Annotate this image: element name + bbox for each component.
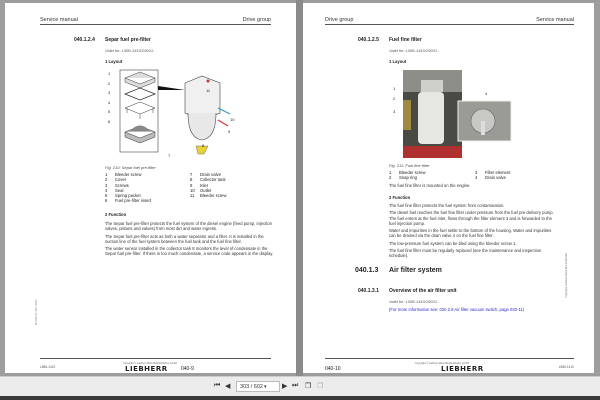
liebherr-logo: LIEBHERR: [441, 365, 484, 373]
legend-col1: [389, 170, 426, 181]
callouts-left: [108, 69, 110, 126]
legend-num: 4: [475, 175, 478, 181]
callout: 5: [108, 109, 111, 114]
footer-rule: [325, 358, 574, 359]
legend-num: 11: [190, 193, 195, 199]
legend-text: Bleeder screw: [200, 193, 227, 199]
callout: 7: [168, 153, 171, 158]
callout: 1: [393, 86, 396, 91]
legend-text: Drain valve: [200, 172, 221, 177]
callout: 8: [202, 143, 205, 148]
function-text: [105, 221, 275, 257]
legend-num: 7: [190, 172, 193, 177]
air-filter-vacuum-switch-link[interactable]: (For more information see: 020.2.8 Air filter vacuum switch, page 020-11): [389, 307, 525, 312]
page-number: 040-9: [181, 366, 194, 372]
copyright: Copyright © Liebherr-Werk Bischofshofen GmbH: [415, 362, 470, 365]
legend-num: 8: [190, 177, 193, 183]
page-gutter: [296, 0, 303, 376]
bottom-bar: [0, 396, 600, 400]
callout: 10: [230, 117, 235, 122]
legend-text: Drain valve: [485, 175, 506, 181]
callout: 2: [108, 80, 111, 86]
callout: 6: [108, 118, 111, 124]
next-page-button[interactable]: ▶: [282, 383, 288, 390]
side-note: MJ-040-37-S10 / DOC: [35, 299, 38, 325]
callout: 3: [393, 109, 396, 114]
single-page-view-icon[interactable]: ❐: [305, 383, 312, 390]
legend-text: Cover: [115, 177, 127, 183]
legend-num: 5: [105, 193, 108, 199]
page-number: 040-10: [325, 366, 341, 372]
two-page-view-icon[interactable]: ❐: [317, 383, 324, 390]
legend-num: 2: [105, 177, 108, 183]
function-text: [389, 203, 559, 259]
paragraph: The fuel fine filter must be regularly replaced (see the maintenance and inspection schedule).: [389, 248, 542, 259]
valid-for: Valid for: L586-1410/29031-: [389, 48, 439, 53]
section2-title: Air filter system: [389, 267, 442, 274]
page-dropdown-icon[interactable]: ▾: [264, 384, 267, 390]
section-title: Fuel fine filter: [389, 37, 422, 43]
legend-num: 6: [105, 198, 108, 204]
section-number: 040.1.2.5: [358, 37, 379, 43]
header-rule: [40, 24, 271, 25]
header-rule: [325, 24, 574, 25]
legend-text: Collector tank: [200, 177, 226, 183]
header-right: Drive group: [242, 17, 271, 23]
legend-col2: [475, 170, 510, 181]
callout: 4: [485, 91, 488, 96]
legend-col1: [105, 172, 151, 204]
callout: 11: [206, 88, 211, 93]
function-heading: 2 Function: [389, 195, 411, 200]
paragraph: The fuel fine filter protects the fuel system from contamination.: [389, 203, 505, 208]
legend-num: 1: [105, 172, 108, 177]
paragraph: The diesel fuel reaches the fuel fine filter under pressure from the fuel pre-delivery pump. The fuel enters at the fuel inlet, flows through the filter element 3 and is forwarded to the fuel injection pump.: [389, 210, 554, 226]
callout: 9: [228, 129, 231, 134]
pdf-navigation-toolbar: [0, 376, 600, 396]
legend-num: 10: [190, 187, 195, 193]
figure-caption: Fig. 211: Fuel fine filter: [389, 163, 430, 168]
legend-num: 2: [389, 175, 392, 181]
valid-for: Valid for: L586-1410/29031-: [105, 48, 155, 53]
legend-col2: [190, 172, 227, 198]
side-note: Copyright Liebherr-Werk Bischofshofen: [565, 252, 568, 298]
legend-text: Inlet: [200, 182, 208, 188]
separ-filter-diagram: [100, 68, 240, 158]
callout: 3: [108, 90, 111, 95]
page-number-input[interactable]: [236, 381, 280, 392]
paragraph: Water and impurities in the fuel settle to the bottom of the housing. Water and impurities can be drained via the drain valve 4 on the fuel fine filter.: [389, 228, 552, 239]
function-heading: 2 Function: [105, 212, 127, 217]
previous-page-button[interactable]: ◀: [225, 383, 231, 390]
legend-num: 4: [105, 187, 108, 193]
paragraph: The Separ fuel pre-filter acts as both a water separator and a filter. It is installed in the suction line of the fuel system between the fuel tank and the fuel fine filter.: [105, 233, 264, 244]
copyright: Copyright © Liebherr-Werk Bischofshofen GmbH: [123, 362, 178, 365]
left-page: [5, 3, 296, 373]
liebherr-logo: LIEBHERR: [125, 365, 168, 373]
section-number: 040.1.2.4: [74, 37, 95, 43]
first-page-button[interactable]: ⏮: [214, 382, 221, 389]
layout-heading: 1 Layout: [105, 59, 123, 64]
legend-text: Snap ring: [399, 175, 417, 181]
model: L586-1410: [558, 365, 574, 369]
legend-text: Fuel pre-filter insert: [115, 198, 152, 204]
section3-title: Overview of the air filter unit: [389, 288, 457, 294]
valid-for-2: Valid for: L586-1410/29031-: [389, 299, 439, 304]
legend-text: Outlet: [200, 187, 212, 193]
legend-num: 1: [389, 170, 392, 175]
legend-text: Bleeder screw: [115, 172, 142, 177]
section3-number: 040.1.3.1: [358, 288, 379, 294]
paragraph: The Separ fuel pre-filter protects the fuel system of the diesel engine (feed pump, injection valves, pistons and valves) from most dirt and water ingress.: [105, 221, 272, 232]
legend-num: 3: [105, 182, 108, 188]
header-left: Service manual: [40, 17, 78, 23]
fuel-filter-photo: [403, 70, 515, 158]
section-title: Separ fuel pre-filter: [105, 37, 151, 43]
legend-text: Bleeder screw: [399, 170, 426, 175]
header-right: Service manual: [536, 17, 574, 23]
legend-text: Seal: [115, 187, 124, 193]
header-left: Drive group: [325, 17, 354, 23]
layout-heading: 1 Layout: [389, 59, 407, 64]
figure-caption: Fig. 210: Separ fuel pre-filter: [105, 165, 156, 170]
legend-num: 3: [475, 170, 478, 175]
page-number-value: 303 / 602: [240, 384, 263, 390]
paragraph: The water sensor installed in the collector tank 8 monitors the level of condensate in the Separ fuel pre-filter. If there is too much condensate, a service code appears in the display.: [105, 246, 274, 257]
callout: 1: [108, 71, 111, 76]
legend-text: Filter element: [485, 170, 511, 175]
legend-text: Screws: [115, 182, 129, 188]
legend-text: Spring packet: [115, 193, 141, 199]
footer-rule: [40, 358, 271, 359]
right-page: [303, 3, 594, 373]
last-page-button[interactable]: ⏭: [292, 382, 299, 389]
paragraph: The low-pressure fuel system can be bled using the bleeder screw 1.: [389, 240, 517, 246]
callout: 4: [108, 99, 111, 105]
callout: 2: [393, 96, 396, 101]
legend-num: 9: [190, 182, 193, 188]
section2-number: 040.1.3: [355, 267, 379, 274]
mounted-text: The fuel fine filter is mounted on the engine.: [389, 183, 471, 188]
model: L586-1410: [40, 365, 56, 369]
